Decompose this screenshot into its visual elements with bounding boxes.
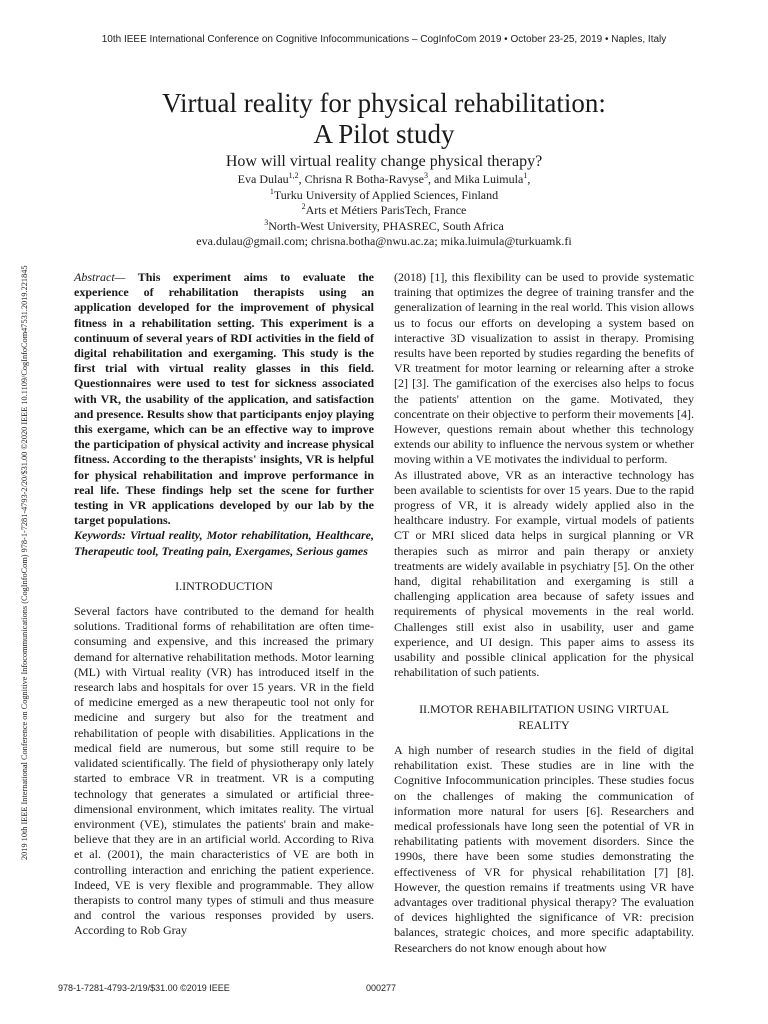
section-heading-line2: REALITY (518, 717, 570, 732)
affiliation-3 (0, 219, 768, 235)
section-heading-motor-rehabilitation (394, 702, 694, 732)
right-column (394, 270, 694, 956)
affiliation-1-text: Turku University of Applied Sciences, Finland (273, 187, 499, 202)
author-1-affil: 1,2 (288, 171, 299, 180)
author-2: , Chrisna R Botha-Ravyse (298, 172, 424, 186)
affiliation-3-text: North-West University, PHASREC, South Africa (268, 218, 504, 233)
author-3: , and Mika Luimula (427, 172, 524, 186)
paper-title-line1: Virtual reality for physical rehabilitation: (162, 88, 606, 118)
left-column (74, 270, 374, 939)
doi-sidebar-text: 2019 10th IEEE International Conference on Cognitive Infocommunications (CogInfoCom) 978-1-7281-4793-2/20/$31.00 ©2020 IEEE 10.1109/CogInfoCom47531.2019.221845 (20, 265, 29, 860)
affiliation-2 (0, 203, 768, 219)
author-line-tail: , (527, 172, 531, 186)
title-block (0, 88, 768, 250)
abstract-lead: Abstract— (74, 270, 126, 284)
author-3-affil: 1 (523, 171, 528, 180)
keywords: Keywords: Virtual reality, Motor rehabilitation, Healthcare, Therapeutic tool, Treating pain, Exergames, Serious games (74, 528, 374, 558)
conference-header: 10th IEEE International Conference on Cognitive Infocommunications – CogInfoCom 2019 • October 23-25, 2019 • Naples, Italy (101, 34, 667, 45)
introduction-continued-paragraph: (2018) [1], this flexibility can be used to provide systematic training that optimizes the degree of training transfer and the generalization of learning in the real world. This vision allows us to focus our efforts on developing a system based on interactive 3D visualization to assist in therapy. Promising results have been reported by studies regarding the benefits of VR treatment for motor learning or relearning after a stroke [2] [3]. The gamification of the exercises also helps to focus the patients' attention on the game. Motivated, they concentrate on their objective to perform their movements [4]. However, questions remain about whether this technology extends our ability to influence the nervous system or whether moving within a VE motivates the individual to perform. (394, 270, 694, 467)
doi-sidebar (20, 160, 30, 860)
affiliation-3-mark: 3 (264, 217, 269, 227)
motor-rehabilitation-paragraph: A high number of research studies in the field of digital rehabilitation exist. These studies are in line with the Cognitive Infocommunication principles. These studies focus on the challenges of making the communication of information more natural for users [6]. Researchers and medical professionals have long seen the potential of VR in rehabilitating patients with movement disorders. Since the 1990s, there have been some studies demonstrating the effectiveness of VR for physical rehabilitation [7] [8]. However, the question remains if treatments using VR have advantages over traditional physical therapy? The evaluation of devices highlighted the significance of VR: precision balances, strategic choices, and more specific adaptability. Researchers do not know enough about how (394, 742, 694, 955)
section-heading-line1: II.MOTOR REHABILITATION USING VIRTUAL (419, 702, 669, 717)
introduction-paragraph: Several factors have contributed to the demand for health solutions. Traditional forms of rehabilitation are often time-consuming and expensive, and this increased the primary demand for alternative rehabilitation methods. Motor learning (ML) with Virtual reality (VR) has introduced itself in the research labs and hospitals for over 15 years. VR in the field of medicine emerged as a new therapeutic tool not only for medicine and surgery but also for the treatment and rehabilitation of people with disabilities. Applications in the medical field are numerous, but some still require to be validated scientifically. The field of physiotherapy only lately started to embrace VR in treatment. VR is a computing technology that generates a simulated or artificial three-dimensional environment, which imitates reality. The virtual environment (VE), stimulates the patients' brain and make-believe that they are in an artificial world. According to Riva et al. (2001), the main characteristics of VE are both in controlling interaction and enriching the patient experience. Indeed, VE is very flexible and programmable. They allow therapists to control many types of stimuli and thus measure and control the various responses provided by users. According to Rob Gray (74, 604, 374, 938)
introduction-paragraph-2: As illustrated above, VR as an interactive technology has been available to scientists for over 15 years. Due to the rapid progress of VR, it is already widely applied also in the healthcare industry. For example, virtual models of patients CT or MRI sliced data helps in surgical planning or VR therapies such as mirror and pain therapy or anxiety treatments are widely available in psychiatry [5]. On the other hand, digital rehabilitation and exergaming is still a challenging application area because of safety issues and requirements of physical movements in the real world. Challenges still exist also in usability, user and game experience, and UI design. This paper aims to assess its usability and possible clinical application for the physical rehabilitation of such patients. (394, 467, 694, 680)
author-emails: eva.dulau@gmail.com; chrisna.botha@nwu.ac.za; mika.luimula@turkuamk.fi (196, 234, 572, 248)
footer-page-number: 000277 (366, 983, 397, 993)
paper-subtitle: How will virtual reality change physical therapy? (225, 153, 543, 170)
affiliation-2-mark: 2 (301, 202, 306, 211)
affiliation-2-text: Arts et Métiers ParisTech, France (305, 203, 467, 217)
author-2-affil: 3 (423, 171, 428, 180)
author-1: Eva Dulau (237, 172, 289, 186)
paper-title-line2: A Pilot study (313, 119, 455, 149)
footer-copyright: 978-1-7281-4793-2/19/$31.00 ©2019 IEEE (58, 983, 230, 993)
author-line (0, 172, 768, 188)
abstract-text: This experiment aims to evaluate the experience of rehabilitation therapists using an application developed for the improvement of physical fitness in a rehabilitation setting. This experiment is a continuum of several years of RDI activities in the field of digital rehabilitation and exergaming. This study is the first trial with virtual reality glasses in this field. Questionnaires were used to test for sickness associated with VR, the usability of the application, and satisfaction and presence. Results show that participants enjoy playing this exergame, which can be an effective way to improve the participation of physical activity and increase physical fitness. According to the therapists' insights, VR is helpful for physical rehabilitation and improve performance in real life. These findings help set the scene for further testing in VR applications developed by our lab by the target populations. (74, 270, 374, 528)
affiliation-1 (0, 188, 768, 204)
abstract (74, 270, 374, 528)
affiliation-1-mark: 1 (269, 186, 274, 196)
section-heading-introduction: I.INTRODUCTION (175, 578, 273, 593)
